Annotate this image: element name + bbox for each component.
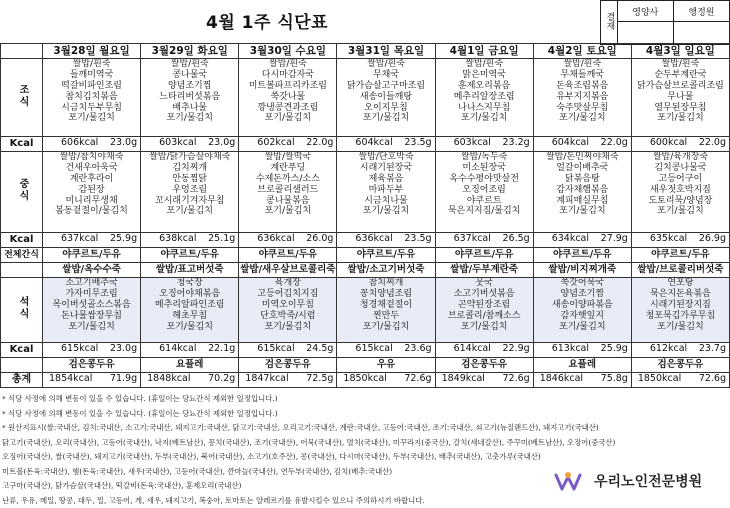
kcal-cell [533, 343, 631, 358]
dish-item: 청포묵김가루무침 [632, 311, 729, 322]
dish-item: 야쿠르트 [436, 196, 533, 207]
kcal-cell [533, 233, 631, 248]
dish-item: 열무된장무침 [632, 103, 729, 114]
dish-item: 마파두부 [337, 185, 434, 196]
total-cell [43, 373, 141, 388]
kcal-value: 615kcal [61, 344, 98, 355]
dish-item: 돈나물쌈장무침 [43, 311, 140, 322]
dish-item: 참치찌개 [337, 278, 434, 289]
dish-item: 계피매실무침 [534, 196, 631, 207]
dish-item: 무채들깨국 [534, 70, 631, 81]
hospital-name: 우리노인전문병원 [594, 471, 702, 491]
dish-item: 포기/물김치 [632, 206, 729, 217]
dish-item: 닭가슴살고구마조림 [337, 81, 434, 92]
dish-item: 감자햇잎지 [534, 311, 631, 322]
dish-item: 쌀밥/닭가슴살야채죽 [141, 152, 238, 163]
dish-item: 포기/물김치 [534, 322, 631, 333]
breakfast-row [1, 59, 730, 137]
kcal-value: 614kcal [454, 344, 491, 355]
kcal-cell [337, 343, 435, 358]
dish-item: 닭볶음탕 [534, 174, 631, 185]
kcal-cell [43, 343, 141, 358]
protein-value: 23.5g [404, 138, 431, 149]
protein-value: 25.9g [601, 344, 628, 355]
protein-value: 24.5g [306, 344, 333, 355]
dish-item: 시금치나물 [337, 196, 434, 207]
total-protein: 70.2g [208, 374, 235, 385]
dish-item: 양념조기찜 [141, 81, 238, 92]
lunch-kcal-row-label: Kcal [1, 233, 43, 248]
dish-item: 목이버섯골소스볶음 [43, 300, 140, 311]
kcal-cell [141, 137, 239, 152]
dish-item: 포기/물김치 [141, 206, 238, 217]
dish-item: 시래기된장지짐 [632, 300, 729, 311]
kcal-cell [533, 137, 631, 152]
total-cell [239, 373, 337, 388]
breakfast-row-label: 조식 [1, 59, 43, 137]
snack-cell: 쌀밥/표고버섯죽 [141, 263, 239, 278]
dish-item: 새우젓호박지짐 [632, 185, 729, 196]
protein-value: 22.0g [699, 138, 726, 149]
meal-cell [435, 59, 533, 137]
note-line: 닭고기(국내산), 오리(국내산), 고등어(국내산), 낙지(베트남산), 꽁치(국내산), 조기(국내산), 어묵(국내산), 멸치(국내산), 미꾸라지(중국산), 갈치(세네갈산), 주꾸미(베트남산), 오징어(중국산) [2, 436, 728, 451]
meal-cell [631, 152, 729, 233]
dish-item: 오징어야채볶음 [141, 289, 238, 300]
dish-item: 포기/물김치 [239, 113, 336, 124]
dish-item: 포기/물김치 [43, 113, 140, 124]
protein-value: 22.0g [601, 138, 628, 149]
dish-item: 유부지지볶음 [534, 92, 631, 103]
dish-item: 김치찌개 [141, 163, 238, 174]
dish-item: 계란푸딩 [239, 163, 336, 174]
day-header: 3월29일 화요일 [141, 44, 239, 59]
kcal-cell [141, 233, 239, 248]
dish-item: 배추나물 [141, 103, 238, 114]
dish-item: 옥수수평야맛살전 [436, 174, 533, 185]
day-header: 3월28일 월요일 [43, 44, 141, 59]
dish-item: 포기/물김치 [632, 322, 729, 333]
kcal-value: 615kcal [355, 344, 392, 355]
snack-cell: 검은콩두유 [239, 358, 337, 373]
total-kcal: 1849kcal [442, 374, 485, 385]
dish-item: 참치김치볶음 [43, 92, 140, 103]
dish-item: 쑥갓어묵국 [534, 278, 631, 289]
kcal-value: 612kcal [650, 344, 687, 355]
dinner-porridge-row [1, 263, 730, 278]
meal-cell [239, 59, 337, 137]
dish-item: 콩나물국 [141, 70, 238, 81]
dish-item: 브로콜리/참깨소스 [436, 311, 533, 322]
kcal-value: 636kcal [257, 234, 294, 245]
dish-item: 떡갈비파인조림 [43, 81, 140, 92]
protein-value: 26.9g [699, 234, 726, 245]
dinner-kcal-row-label: Kcal [1, 343, 43, 358]
lunch-kcal-row [1, 233, 730, 248]
dish-item: 고등어김치지짐 [239, 289, 336, 300]
kcal-value: 613kcal [552, 344, 589, 355]
dish-item: 새송이들깨탕 [337, 92, 434, 103]
snack-cell: 쌀밥/비지찌개죽 [533, 263, 631, 278]
kcal-cell [435, 137, 533, 152]
dish-item: 감자채햄볶음 [534, 185, 631, 196]
dish-item: 쌀밥/흰죽 [534, 59, 631, 70]
kcal-value: 604kcal [552, 138, 589, 149]
dish-item: 얼갈이배추국 [534, 163, 631, 174]
kcal-value: 615kcal [257, 344, 294, 355]
dish-item: 숙주맛살무침 [534, 103, 631, 114]
kcal-value: 637kcal [454, 234, 491, 245]
protein-value: 22.1g [208, 344, 235, 355]
kcal-value: 636kcal [355, 234, 392, 245]
dish-item: 청경채겉절이 [337, 300, 434, 311]
kcal-cell [435, 343, 533, 358]
kcal-cell [337, 137, 435, 152]
snack-cell: 야쿠르트/두유 [337, 248, 435, 263]
dish-item: 안동찜닭 [141, 174, 238, 185]
protein-value: 23.5g [404, 234, 431, 245]
dinner-kcal-row [1, 343, 730, 358]
meal-cell [141, 278, 239, 343]
note-line: 오징어(국내산), 쌀(국내산), 돼지고기(국내산), 두부(국내산), 북어(국내산), 소고기(호주산), 콩(국내산), 다시마(국내산), 두부(국내산), 배추(국내산), 고춧가루(국내산) [2, 450, 728, 465]
protein-value: 26.0g [306, 234, 333, 245]
dish-item: 맑은미역국 [436, 70, 533, 81]
dinner-porridge-row-label [1, 263, 43, 278]
dish-item: 곤약된장조림 [436, 300, 533, 311]
meal-cell [631, 278, 729, 343]
approval-sign-admin[interactable] [673, 22, 729, 45]
dish-item: 오징어조림 [436, 185, 533, 196]
snack-cell: 요플레 [141, 358, 239, 373]
kcal-cell [239, 343, 337, 358]
kcal-value: 635kcal [650, 234, 687, 245]
approval-head-admin: 행정원 [673, 1, 729, 22]
total-cell [141, 373, 239, 388]
day-header: 4월2일 토요일 [533, 44, 631, 59]
note-line: 고구마(국내산), 닭가슴살(국내산), 떡갈비(돈육:국내산), 훈제오리(국내산) [2, 479, 728, 494]
day-header: 4월1일 금요일 [435, 44, 533, 59]
snack-cell: 검은콩두유 [43, 358, 141, 373]
dish-item: 나나스지무침 [436, 103, 533, 114]
kcal-value: 604kcal [355, 138, 392, 149]
dish-item: 쌀밥/흰죽 [141, 59, 238, 70]
dish-item: 포기/물김치 [141, 322, 238, 333]
kcal-cell [141, 343, 239, 358]
note-line: * 식당 사정에 의해 변동이 있을 수 있습니다. (휴일이는 당뇨간식 제외한 일정입니다.) [2, 407, 728, 422]
dish-item: 찐만두 [337, 311, 434, 322]
kcal-value: 602kcal [257, 138, 294, 149]
meal-cell [239, 152, 337, 233]
protein-value: 23.0g [110, 138, 137, 149]
kcal-cell [239, 233, 337, 248]
dish-item: 다시마감자국 [239, 70, 336, 81]
dish-item: 닭가슴살브로콜리조림 [632, 81, 729, 92]
dish-item: 미역오이무침 [239, 300, 336, 311]
dish-item: 포기/물김치 [337, 113, 434, 124]
dish-item: 쑥갓나물 [239, 92, 336, 103]
hospital-logo [546, 465, 728, 499]
dish-item: 수제돈까스/소스 [239, 174, 336, 185]
protein-value: 23.0g [110, 344, 137, 355]
kcal-value: 614kcal [159, 344, 196, 355]
dish-item: 쌀밥/흰죽 [632, 59, 729, 70]
meal-cell [533, 152, 631, 233]
approval-label: 결재 [601, 1, 618, 45]
meal-cell [337, 152, 435, 233]
meal-cell [239, 278, 337, 343]
dish-item: 포기/물김치 [436, 113, 533, 124]
approval-head-dietitian: 영양사 [617, 1, 673, 22]
dish-item: 시래기된장국 [337, 163, 434, 174]
protein-value: 22.0g [306, 138, 333, 149]
dish-item: 쌀밥/흰죽 [337, 59, 434, 70]
dish-item: 건새우아욱국 [43, 163, 140, 174]
dish-item: 제육볶음 [337, 174, 434, 185]
dish-item: 포기/물김치 [239, 206, 336, 217]
day-header: 3월30일 수요일 [239, 44, 337, 59]
dish-item: 깡냉콩견과조림 [239, 103, 336, 114]
snack-cell: 쌀밥/옥수수죽 [43, 263, 141, 278]
kcal-value: 638kcal [159, 234, 196, 245]
protein-value: 23.7g [699, 344, 726, 355]
afternoon-snack-row [1, 248, 730, 263]
note-line: 미트볼(돈육:국내산), 햄(돈육:국내산), 새우(국내산), 고등어(국내산), 깐마늘(국내산), 연두부(국내산), 김치(배추:국내산) [2, 465, 728, 480]
total-cell [533, 373, 631, 388]
meal-cell [533, 278, 631, 343]
total-kcal: 1847kcal [245, 374, 288, 385]
meal-cell [141, 59, 239, 137]
corner-cell [1, 44, 43, 59]
dish-item: 우엉조림 [141, 185, 238, 196]
approval-box [600, 0, 730, 45]
total-protein: 72.6g [503, 374, 530, 385]
kcal-cell [337, 233, 435, 248]
dish-item: 쌀밥/단호박죽 [337, 152, 434, 163]
evening-snack-row [1, 358, 730, 373]
dinner-row-label: 석식 [1, 278, 43, 343]
dish-item: 쌀밥/녹두죽 [436, 152, 533, 163]
snack-cell: 검은콩두유 [631, 358, 729, 373]
snack-cell: 요플레 [533, 358, 631, 373]
dish-item: 꽁치양념조림 [337, 289, 434, 300]
dish-item: 콩나물볶음 [239, 196, 336, 207]
snack-cell: 쌀밥/두부계란죽 [435, 263, 533, 278]
dish-item: 시금치두부무침 [43, 103, 140, 114]
breakfast-kcal-row [1, 137, 730, 152]
dish-item: 쌀밥/돈민찌야채죽 [534, 152, 631, 163]
day-header-row [1, 44, 730, 59]
kcal-cell [631, 137, 729, 152]
meal-cell [435, 278, 533, 343]
total-cell [435, 373, 533, 388]
afternoon-snack-row-label: 전체간식 [1, 248, 43, 263]
breakfast-kcal-row-label: Kcal [1, 137, 43, 152]
total-protein: 75.8g [601, 374, 628, 385]
hospital-logo-icon [554, 471, 582, 491]
meal-cell [631, 59, 729, 137]
kcal-cell [239, 137, 337, 152]
total-kcal: 1850kcal [343, 374, 386, 385]
dish-item: 메추리알장조림 [436, 92, 533, 103]
snack-cell: 쌀밥/브로콜리버섯죽 [631, 263, 729, 278]
kcal-cell [43, 233, 141, 248]
total-row [1, 373, 730, 388]
dish-item: 가자미무조림 [43, 289, 140, 300]
kcal-value: 600kcal [650, 138, 687, 149]
dish-item: 들깨미역국 [43, 70, 140, 81]
protein-value: 25.9g [110, 234, 137, 245]
kcal-cell [43, 137, 141, 152]
dish-item: 느타리버섯볶음 [141, 92, 238, 103]
dinner-row [1, 278, 730, 343]
total-protein: 71.9g [110, 374, 137, 385]
kcal-value: 603kcal [159, 138, 196, 149]
page-title: 4월 1주 식단표 [206, 8, 328, 33]
meal-cell [435, 152, 533, 233]
dish-item: 포기/물김치 [141, 113, 238, 124]
dish-item: 육개장 [239, 278, 336, 289]
snack-cell: 야쿠르트/두유 [141, 248, 239, 263]
snack-cell: 우유 [337, 358, 435, 373]
weekly-menu-table [0, 43, 730, 388]
dish-item: 포기/물김치 [239, 322, 336, 333]
meal-cell [533, 59, 631, 137]
total-protein: 72.6g [699, 374, 726, 385]
dish-item: 포기/물김치 [632, 113, 729, 124]
kcal-cell [631, 343, 729, 358]
total-cell [631, 373, 729, 388]
dish-item: 소고기배추국 [43, 278, 140, 289]
dish-item: 계란후라이 [43, 174, 140, 185]
lunch-row [1, 152, 730, 233]
snack-cell: 쌀밥/소고기버섯죽 [337, 263, 435, 278]
dish-item: 포기/물김치 [337, 206, 434, 217]
protein-value: 27.9g [601, 234, 628, 245]
protein-value: 22.9g [503, 344, 530, 355]
meal-cell [43, 59, 141, 137]
dish-item: 쌀밥/흰죽 [436, 59, 533, 70]
meal-cell [337, 278, 435, 343]
dish-item: 김치콩나물국 [632, 163, 729, 174]
kcal-value: 634kcal [552, 234, 589, 245]
total-kcal: 1854kcal [49, 374, 92, 385]
kcal-value: 603kcal [454, 138, 491, 149]
dish-item: 해초무침 [141, 311, 238, 322]
dish-item: 포기/물김치 [534, 206, 631, 217]
dish-item: 도토리묵/양념장 [632, 196, 729, 207]
snack-cell: 검은콩두유 [435, 358, 533, 373]
snack-cell: 야쿠르트/두유 [239, 248, 337, 263]
kcal-cell [435, 233, 533, 248]
total-cell [337, 373, 435, 388]
dish-item: 미트볼파프리카조림 [239, 81, 336, 92]
dish-item: 연포탕 [632, 278, 729, 289]
approval-sign-dietitian[interactable] [617, 22, 673, 45]
dish-item: 고등어구이 [632, 174, 729, 185]
dish-item: 쌀밥/육개장죽 [632, 152, 729, 163]
dish-item: 무채국 [337, 70, 434, 81]
dish-item: 순두부계란국 [632, 70, 729, 81]
dish-item: 소고기버섯볶음 [436, 289, 533, 300]
total-kcal: 1848kcal [147, 374, 190, 385]
total-protein: 72.6g [404, 374, 431, 385]
kcal-value: 606kcal [61, 138, 98, 149]
dish-item: 쌀밥/흰죽 [239, 59, 336, 70]
dish-item: 쌀밥/흰죽 [43, 59, 140, 70]
dish-item: 청국장 [141, 278, 238, 289]
note-line: * 원산지표시(쌀:국내산, 김치:국내산, 소고기:국내산, 돼지고기:국내산, 닭고기:국내산, 오리고기:국내산, 계란:국내산, 고등어:국내산, 조기:국내산, 쇠고기(뉴질랜드산), 돼지고기(국내산) [2, 421, 728, 436]
dish-item: 무나물 [632, 92, 729, 103]
total-protein: 72.5g [306, 374, 333, 385]
dish-item: 감된장 [43, 185, 140, 196]
snack-cell: 야쿠르트/두유 [631, 248, 729, 263]
note-line: 난류, 우유, 메밀, 땅콩, 대두, 밀, 고등어, 게, 새우, 돼지고기, 복숭아, 토마토는 알레르기를 유발시킬수 있으니 주의하시기 바랍니다. [2, 494, 728, 508]
total-kcal: 1850kcal [638, 374, 681, 385]
dish-item: 미니리무생채 [43, 196, 140, 207]
lunch-row-label: 중식 [1, 152, 43, 233]
dish-item: 쌀밥/참치야채죽 [43, 152, 140, 163]
snack-cell: 야쿠르트/두유 [43, 248, 141, 263]
dish-item: 오이지무침 [337, 103, 434, 114]
dish-item: 포기/물김치 [436, 322, 533, 333]
kcal-value: 637kcal [61, 234, 98, 245]
dish-item: 돈육조림볶음 [534, 81, 631, 92]
dish-item: 쌀밥/쌀떡국 [239, 152, 336, 163]
dish-item: 새송이양파볶음 [534, 300, 631, 311]
snack-cell: 야쿠르트/두유 [435, 248, 533, 263]
evening-snack-row-label [1, 358, 43, 373]
dish-item: 미소된장국 [436, 163, 533, 174]
dish-item: 브로콜리샐러드 [239, 185, 336, 196]
dish-item: 꼬시래기겨자무침 [141, 196, 238, 207]
protein-value: 23.6g [404, 344, 431, 355]
meal-cell [141, 152, 239, 233]
note-line: * 식당 사정에 의해 변동이 있을 수 있습니다. (휴일이는 당뇨간식 제외한 일정입니다.) [2, 392, 728, 407]
dish-item: 포기/물김치 [534, 113, 631, 124]
snack-cell: 쌀밥/새우살브로콜리죽 [239, 263, 337, 278]
dish-item: 묵은지돈육볶음 [632, 289, 729, 300]
meal-cell [43, 152, 141, 233]
dish-item: 뭇국 [436, 278, 533, 289]
protein-value: 23.2g [503, 138, 530, 149]
dish-item: 봄동겉절이/물김치 [43, 206, 140, 217]
snack-cell: 야쿠르트/두유 [533, 248, 631, 263]
total-kcal: 1846kcal [540, 374, 583, 385]
day-header: 3월31일 목요일 [337, 44, 435, 59]
dish-item: 훈제오리볶음 [436, 81, 533, 92]
protein-value: 25.1g [208, 234, 235, 245]
dish-item: 단호박죽/시럼 [239, 311, 336, 322]
day-header: 4월3일 일요일 [631, 44, 729, 59]
protein-value: 23.0g [208, 138, 235, 149]
dish-item: 포기/물김치 [337, 322, 434, 333]
kcal-cell [631, 233, 729, 248]
dish-item: 양념조기찜 [534, 289, 631, 300]
total-row-label: 총계 [1, 373, 43, 388]
dish-item: 묵은지지짐/물김치 [436, 206, 533, 217]
protein-value: 26.5g [503, 234, 530, 245]
dish-item: 포기/물김치 [43, 322, 140, 333]
dish-item: 메추리알파인조림 [141, 300, 238, 311]
meal-cell [43, 278, 141, 343]
meal-cell [337, 59, 435, 137]
